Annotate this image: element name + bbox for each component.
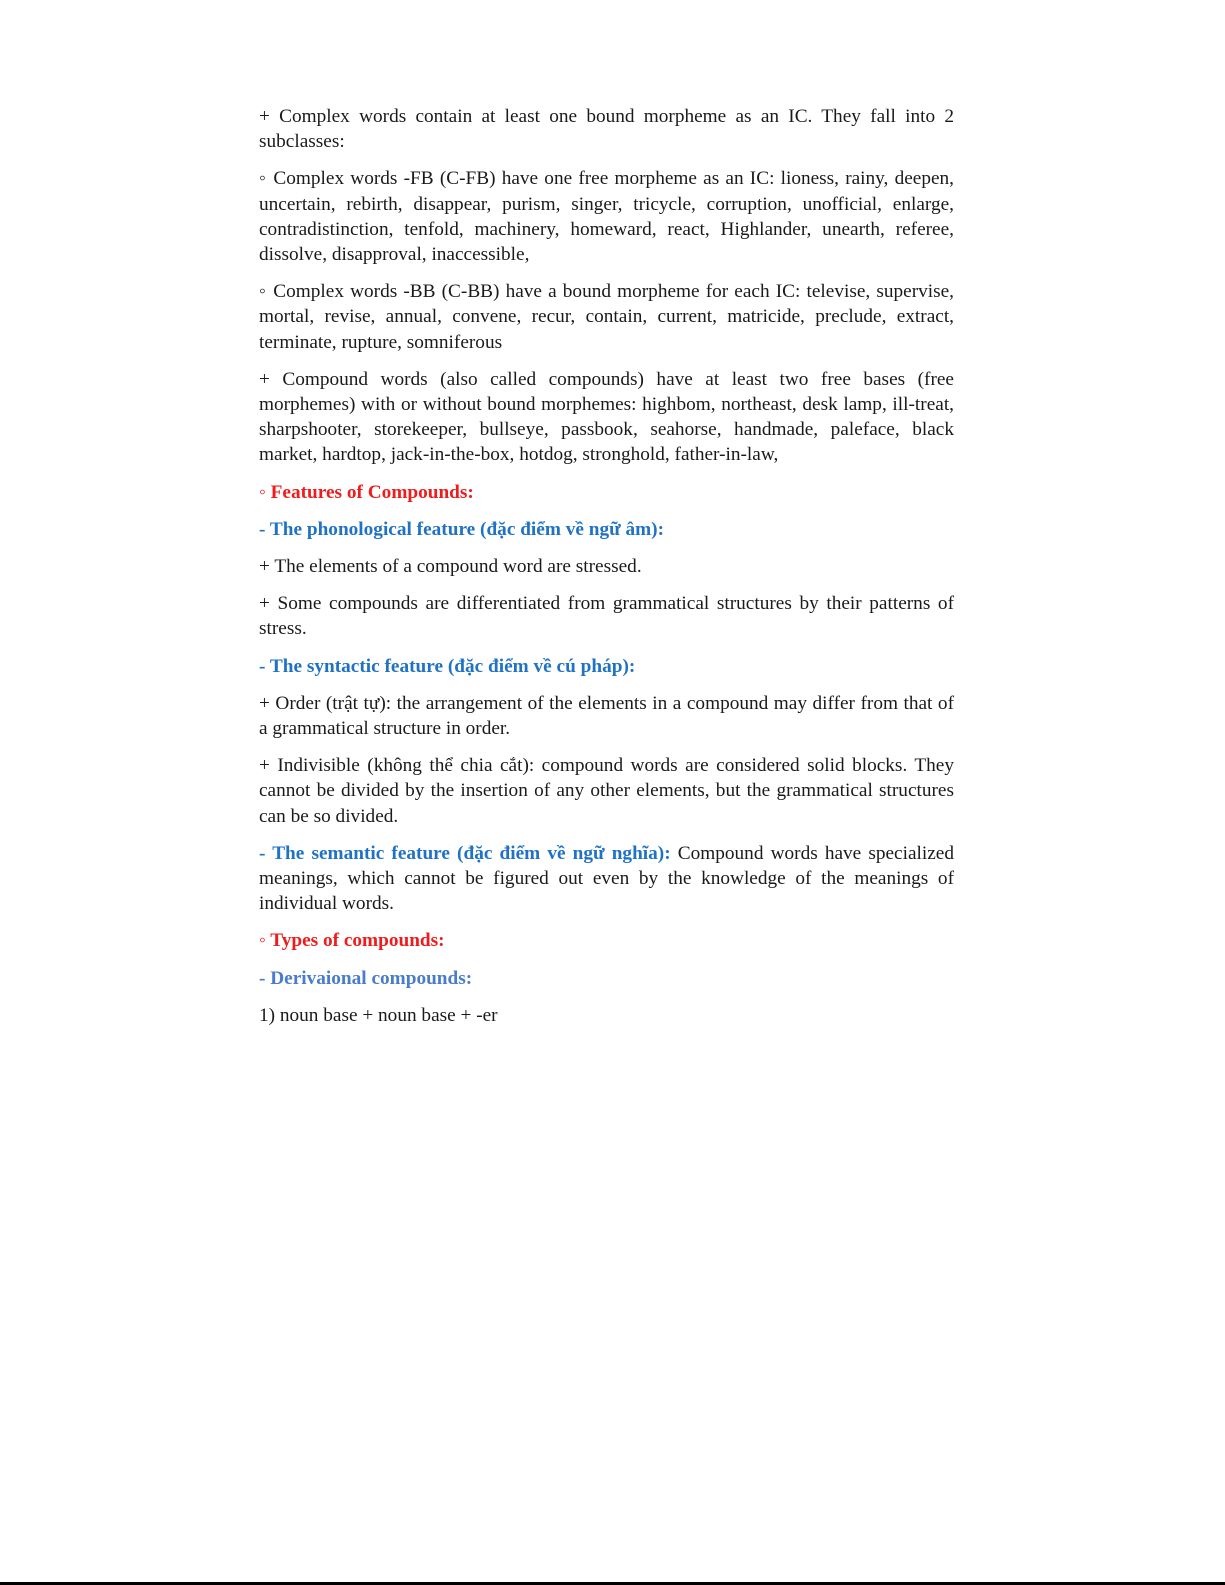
- semantic-text: Compound words have specialized meanings, which cannot be figured out even by the knowledge of the meanings of individual words.: [259, 842, 954, 915]
- document-page: [259, 104, 954, 1040]
- phonological-point-2: + Some compounds are differentiated from grammatical structures by their patterns of stress.: [259, 593, 954, 640]
- syntactic-indivisible: + Indivisible (không thể chia cắt): compound words are considered solid blocks. They cannot be divided by the insertion of any other elements, but the grammatical structures can be so divided.: [259, 755, 954, 827]
- syntactic-order: + Order (trật tự): the arrangement of the elements in a compound may differ from that of a grammatical structure in order.: [259, 692, 954, 740]
- syntactic-heading: - The syntactic feature (đặc điểm về cú pháp):: [259, 655, 636, 677]
- compound-words-intro: + Compound words (also called compounds) have at least two free bases (free morphemes) with or without bound morphemes: highbom, northeast, desk lamp, ill-treat, sharpshooter, storekeeper, bullseye, passbook, seahorse, handmade, paleface, black market, hardtop, jack-in-the-box, hotdog, stronghold, father-in-law,: [259, 368, 954, 466]
- semantic-paragraph: [259, 841, 954, 917]
- complex-words-intro: + Complex words contain at least one bound morpheme as an IC. They fall into 2 subclasses:: [259, 106, 954, 153]
- phonological-heading: - The phonological feature (đặc điểm về ngữ âm):: [259, 518, 665, 540]
- semantic-heading: - The semantic feature (đặc điểm về ngữ nghĩa):: [259, 842, 671, 864]
- derivational-item-1: 1) noun base + noun base + -er: [259, 1004, 498, 1026]
- types-heading: ◦ Types of compounds:: [259, 930, 445, 952]
- complex-fb-paragraph: ◦ Complex words -FB (C-FB) have one free morpheme as an IC: lioness, rainy, deepen, uncertain, rebirth, disappear, purism, singer, tricycle, corruption, unofficial, enlarge, contradistinction, tenfold, machinery, homeward, react, Highlander, unearth, referee, dissolve, disapproval, inaccessible,: [259, 168, 954, 266]
- complex-bb-paragraph: ◦ Complex words -BB (C-BB) have a bound morpheme for each IC: televise, supervise, mortal, revise, annual, convene, recur, contain, current, matricide, preclude, extract, terminate, rupture, somniferous: [259, 281, 954, 353]
- derivational-heading: - Derivaional compounds:: [259, 967, 473, 989]
- phonological-point-1: + The elements of a compound word are stressed.: [259, 556, 642, 578]
- features-heading: ◦ Features of Compounds:: [259, 481, 474, 503]
